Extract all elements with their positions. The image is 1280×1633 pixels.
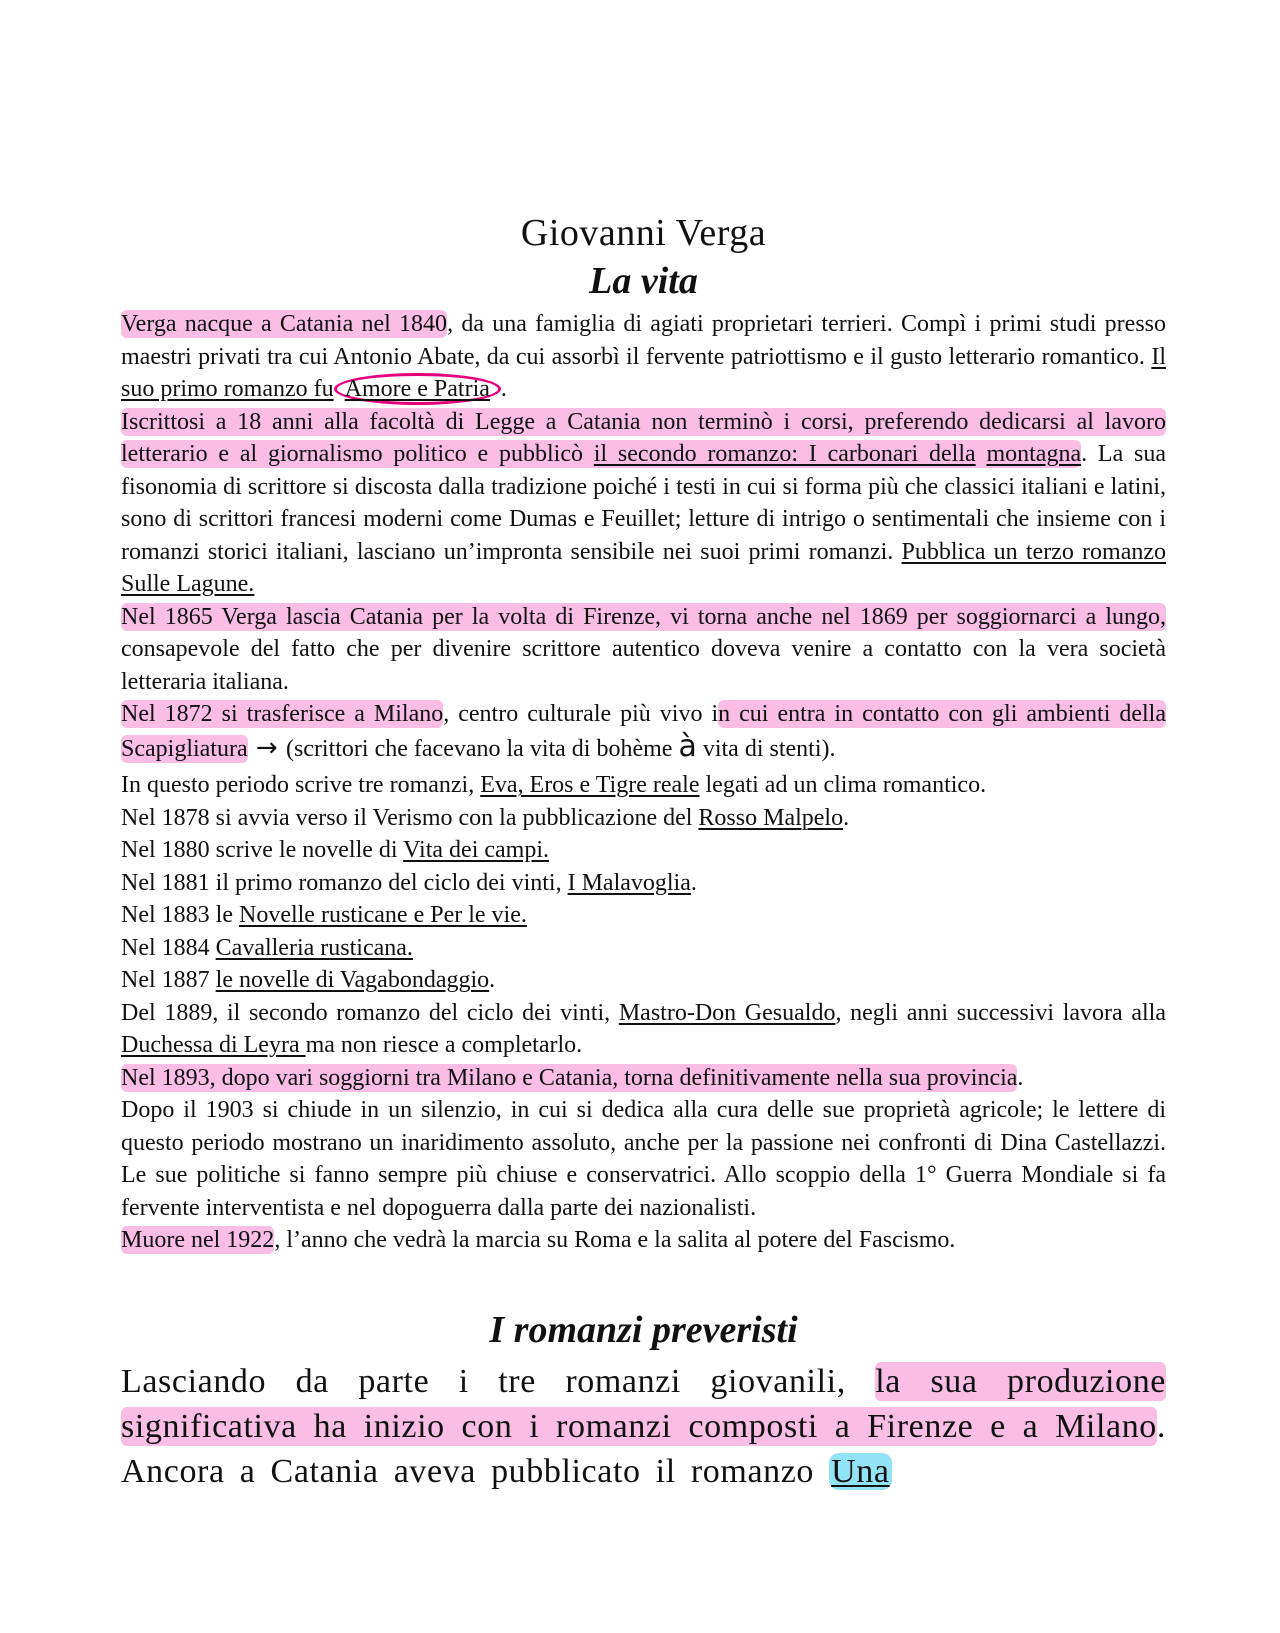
paragraph (121, 308, 1166, 406)
paragraph (121, 964, 1166, 997)
text-run: Nel 1884 (121, 934, 216, 961)
paragraph (121, 932, 1166, 965)
highlight: la sua produzione significativa ha inizio con i romanzi composti a Firenze e a Milano (121, 1362, 1166, 1445)
text-run: Nel 1878 si avvia verso il Verismo con la pubblicazione del (121, 804, 699, 831)
text-run: , da una famiglia di agiati proprietari terrieri. Compì i primi studi presso maestri privati tra cui Antonio Abate, da cui assorbì il fervente patriottismo e il gusto letterario romantico. (121, 311, 1167, 370)
highlight: Muore nel 1922 (121, 1227, 275, 1253)
paragraph (121, 698, 1166, 765)
text-run: , negli anni successivi lavora alla (835, 999, 1166, 1026)
underlined-text: Rosso Malpelo (698, 804, 844, 831)
paragraph (121, 601, 1166, 699)
underlined-text: Pubblica un terzo romanzo Sulle Lagune. (121, 538, 1167, 597)
text-run: Nel 1887 (121, 967, 216, 993)
paragraph (121, 1094, 1166, 1224)
circled-text: Amore e Patria (334, 373, 501, 405)
text-run: Nel 1883 le (121, 902, 239, 928)
paragraph (121, 899, 1166, 932)
highlight: Verga nacque a Catania nel 1840 (121, 311, 448, 337)
underlined-text: le novelle di Vagabondaggio (215, 967, 490, 993)
text-run: ma non riesce a completarlo. (305, 1032, 583, 1058)
text-run: In questo periodo scrive tre romanzi, (121, 772, 481, 798)
paragraph (121, 867, 1166, 900)
underlined-text: Novelle rusticane e Per le vie. (238, 902, 527, 928)
document-title: Giovanni Verga (520, 212, 767, 254)
underlined-text: Duchessa di Leyra (121, 1032, 306, 1058)
text-run: . La sua fisonomia di scrittore si discosta dalla tradizione poiché i testi in cui si forma più che classici italiani e latini, sono di scrittori francesi moderni come Dumas e Feuillet; letture di intrigo o sentimentali che insieme con i romanzi storici italiani, lasciano un’impronta sensibile nei suoi primi romanzi. (121, 441, 1167, 565)
highlight: n cui entra in contatto con gli ambienti della Scapigliatura (121, 701, 1167, 762)
text-run: Nel 1881 il primo romanzo del ciclo dei vinti, (121, 869, 568, 896)
underlined-text: Vita dei campi. (403, 837, 549, 863)
highlight: Nel 1893, dopo vari soggiorni tra Milano e Catania, torna definitivamente nella sua provincia (121, 1064, 1018, 1091)
highlight-blue: Una (831, 1452, 890, 1490)
biography-text (121, 308, 1166, 1257)
text-run: Nel 1880 scrive le novelle di (121, 837, 404, 863)
underlined-text: montagna (986, 441, 1082, 467)
underlined-text: I Malavoglia (567, 869, 691, 896)
arrow-symbol: à (678, 728, 697, 764)
text-run: . (489, 967, 496, 993)
paragraph (121, 802, 1166, 835)
text-run: . (690, 869, 697, 896)
text-run: Iscrittosi a 18 anni alla facoltà di Legge a Catania non terminò i corsi, preferendo dedicarsi al lavoro letterario e al giornalismo politico e pubblicò (121, 408, 1166, 467)
section-title-la-vita: La vita (589, 260, 698, 302)
paragraph-large (121, 1359, 1166, 1494)
text-run: Lasciando da parte i tre romanzi giovanili, (121, 1362, 876, 1400)
text-run: . Ancora a Catania aveva pubblicato il romanzo (121, 1407, 1166, 1490)
highlight: Nel 1872 si trasferisce a Milano (121, 701, 444, 727)
text-run: . (843, 804, 850, 831)
text-run: consapevole del fatto che per divenire scrittore autentico doveva venire a contatto con la vera società letteraria italiana. (121, 636, 1166, 695)
paragraph (121, 997, 1166, 1062)
text-run: Del 1889, il secondo romanzo del ciclo dei vinti, (121, 999, 619, 1026)
paragraph (121, 1224, 1166, 1257)
paragraph (121, 769, 1166, 802)
underlined-text: Il suo primo romanzo fu (121, 343, 1166, 402)
underlined-text: Mastro-Don Gesualdo (618, 999, 836, 1026)
underlined-text: Cavalleria rusticana. (215, 934, 413, 961)
text-run: (scrittori che facevano la vita di bohème (285, 735, 679, 762)
underlined-text: Eva, Eros e Tigre reale (480, 772, 700, 798)
underlined-text: il secondo romanzo: I carbonari della (593, 441, 976, 467)
paragraph (121, 406, 1166, 601)
text-run: legati ad un clima romantico. (699, 772, 987, 798)
text-run: vita di stenti). (696, 735, 836, 762)
highlight (121, 408, 1166, 469)
text-run: . (1017, 1064, 1024, 1091)
section-title-romanzi-preveristi: I romanzi preveristi (489, 1308, 798, 1351)
paragraph (121, 834, 1166, 867)
highlight: Nel 1865 Verga lascia Catania per la volta di Firenze, vi torna anche nel 1869 per soggiornarci a lungo, (121, 603, 1166, 630)
text-run: Dopo il 1903 si chiude in un silenzio, in cui si dedica alla cura delle sue proprietà agricole; le lettere di questo periodo mostrano un inaridimento assoluto, anche per la passione nei confronti di Dina Castellazzi. Le sue politiche si fanno sempre più chiuse e conservatrici. Allo scoppio della 1° Guerra Mondiale si fa fervente interventista e nel dopoguerra dalla parte dei nazionalisti. (121, 1097, 1166, 1221)
paragraph (121, 1062, 1166, 1095)
text-run: , centro culturale più vivo i (443, 701, 719, 727)
arrow-icon: → (247, 732, 286, 763)
document-page (121, 208, 1166, 1494)
text-run: , l’anno che vedrà la marcia su Roma e la salita al potere del Fascismo. (274, 1227, 956, 1253)
text-run: . (500, 376, 507, 402)
